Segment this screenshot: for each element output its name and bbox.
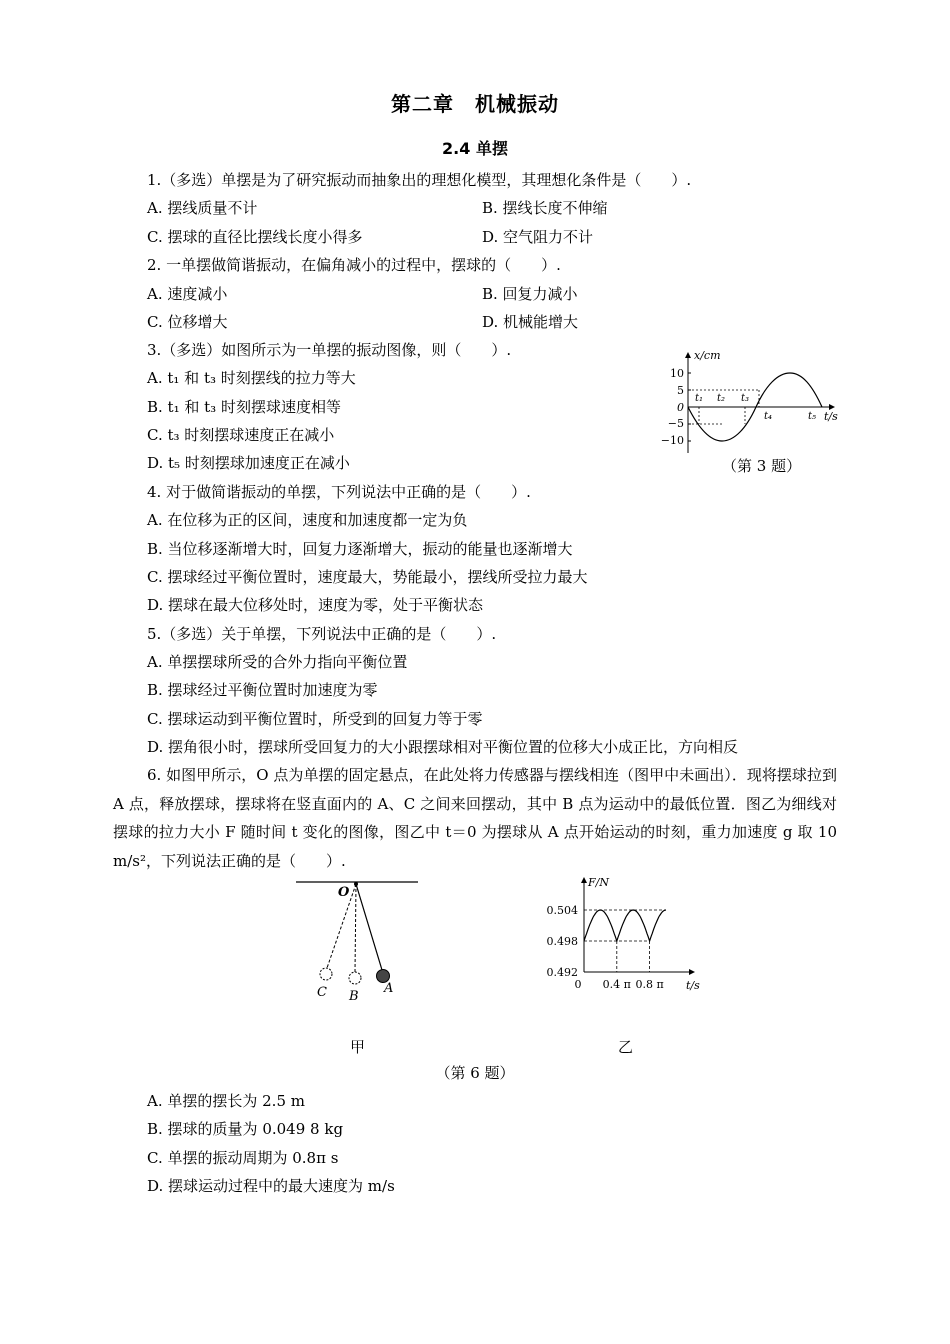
y-tick-neg10: −10 [660,434,684,447]
q1-option-a: A. 摆线质量不计 [147,199,258,217]
y-tick-label: 0.498 [546,935,578,948]
q3-oscillation-graph [656,345,846,460]
q4-option-b: B. 当位移逐渐增大时，回复力逐渐增大，振动的能量也逐渐增大 [147,540,573,558]
q5-stem: 5.（多选）关于单摆，下列说法中正确的是（ ）. [147,625,497,643]
y-tick-neg5: −5 [667,417,684,430]
string-to-b [355,884,356,972]
point-c-label: C [317,985,327,1000]
t5-label: t₅ [808,411,817,422]
q3-option-c: C. t₃ 时刻摆球速度正在减小 [147,426,335,444]
q2-option-b: B. 回复力减小 [482,285,578,303]
q6-option-b: B. 摆球的质量为 0.049 8 kg [147,1120,344,1138]
string-to-a [356,884,382,970]
t1-label: t₁ [695,393,704,404]
q6-pendulum-figure [290,874,430,1004]
point-o-label: O [338,885,350,900]
point-a-label: A [384,981,394,996]
t2-label: t₂ [717,393,726,404]
y-axis-label: x/cm [694,349,721,362]
figure-yi-label: 乙 [618,1038,634,1056]
q4-option-a: A. 在位移为正的区间，速度和加速度都一定为负 [147,511,468,529]
q6-option-d: D. 摆球运动过程中的最大速度为 m/s [147,1177,395,1195]
q5-option-c: C. 摆球运动到平衡位置时，所受到的回复力等于零 [147,710,483,728]
q1-stem: 1.（多选）单摆是为了研究振动而抽象出的理想化模型，其理想化条件是（ ）. [147,171,692,189]
q6-option-c: C. 单摆的振动周期为 0.8π s [147,1149,339,1167]
q1-option-b: B. 摆线长度不伸缩 [482,199,608,217]
q2-option-c: C. 位移增大 [147,313,228,331]
force-curve [584,910,666,941]
q2-stem: 2. 一单摆做简谐振动，在偏角减小的过程中，摆球的（ ）. [147,256,561,274]
f-axis-label: F/N [588,876,609,889]
x-axis-label: t/s [824,410,838,423]
q6-figure-caption: （第 6 题） [435,1064,515,1082]
y-tick-10: 10 [670,367,684,380]
q5-option-d: D. 摆角很小时，摆球所受回复力的大小跟摆球相对平衡位置的位移大小成正比，方向相反 [147,738,739,756]
q3-stem: 3.（多选）如图所示为一单摆的振动图像，则（ ）. [147,341,512,359]
q5-option-a: A. 单摆摆球所受的合外力指向平衡位置 [147,653,408,671]
y-tick-label: 0.492 [546,966,578,979]
q2-option-a: A. 速度减小 [147,285,228,303]
t4-label: t₄ [764,411,773,422]
ball-c [320,968,332,980]
q6-stem: 6. 如图甲所示，O 点为单摆的固定悬点，在此处将力传感器与摆线相连（图甲中未画出）．现将摆球拉到 A 点，释放摆球，摆球将在竖直面内的 A、C 之间来回摆动，其中 B 点为运动中的最低位置．图乙为细线对摆球的拉力大小 F 随时间 t 变化的图像，图乙中 t＝0 为摆球从 A 点开始运动的时刻，重力加速度 g 取 10 m/s²，下列说法正确的是（ ）. [113,766,837,870]
q5-option-b: B. 摆球经过平衡位置时加速度为零 [147,681,378,699]
q3-option-b: B. t₁ 和 t₃ 时刻摆球速度相等 [147,398,341,416]
q3-option-a: A. t₁ 和 t₃ 时刻摆线的拉力等大 [147,369,356,387]
t3-label: t₃ [741,393,750,404]
point-b-label: B [349,989,359,1004]
x-tick-label: 0 [574,978,582,991]
q1-option-d: D. 空气阻力不计 [482,228,594,246]
q6-force-time-chart [540,872,710,994]
q4-option-c: C. 摆球经过平衡位置时，速度最大，势能最小，摆线所受拉力最大 [147,568,588,586]
q6-option-a: A. 单摆的摆长为 2.5 m [147,1092,305,1110]
y-tick-label: 0.504 [546,904,578,917]
x-tick-label: 0.8 π [635,978,664,991]
chapter-title: 第二章 机械振动 [391,92,559,116]
q4-stem: 4. 对于做简谐振动的单摆，下列说法中正确的是（ ）. [147,483,531,501]
q4-option-d: D. 摆球在最大位移处时，速度为零，处于平衡状态 [147,596,484,614]
q1-option-c: C. 摆球的直径比摆线长度小得多 [147,228,363,246]
y-tick-5: 5 [677,384,684,397]
section-title: 2.4 单摆 [442,139,508,158]
figure-jia-label: 甲 [350,1038,366,1056]
origin-label: 0 [677,401,684,414]
q3-figure-caption: （第 3 题） [722,457,802,475]
x-tick-label: 0.4 π [602,978,631,991]
ball-b [349,972,361,984]
q3-option-d: D. t₅ 时刻摆球加速度正在减小 [147,454,350,472]
t-axis-label: t/s [686,979,700,992]
q2-option-d: D. 机械能增大 [482,313,579,331]
